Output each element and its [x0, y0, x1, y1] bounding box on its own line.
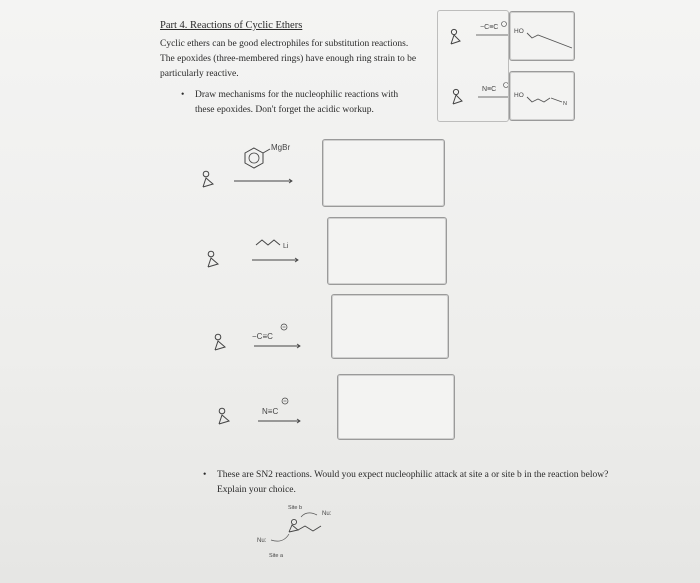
- example-1-product-box: [509, 11, 575, 61]
- reaction-2-reagent: [252, 235, 312, 267]
- instruction-text-1: Draw mechanisms for the nucleophilic reactions with these epoxides. Don't forget the acidic workup.: [195, 90, 399, 115]
- reaction-4-reagent: [256, 394, 306, 426]
- example-2-product-box: [509, 71, 575, 121]
- nu-left-label: Nu:: [257, 538, 267, 544]
- bullet-dot-icon: •: [203, 470, 207, 480]
- example-1-reagent: −C≡C: [480, 24, 499, 31]
- reaction-3-reagent: [250, 320, 306, 352]
- site-b-label: Site b: [288, 505, 303, 511]
- reaction-1-reagent-label: MgBr: [271, 143, 291, 152]
- reaction-3-reagent-label: −C≡C: [252, 332, 273, 341]
- example-frame: [437, 10, 509, 122]
- intro-paragraph: Cyclic ethers can be good electrophiles for substitution reactions. The epoxides (three-membered rings) have enough ring strain to be particularly reactive.: [160, 39, 417, 79]
- answer-box-1[interactable]: [322, 139, 445, 207]
- nu-top-label: Nu:: [322, 511, 332, 517]
- instruction-bullet-1: [181, 88, 415, 118]
- answer-box-2[interactable]: [327, 217, 447, 285]
- example-2-product-n: N: [563, 101, 567, 107]
- instruction-text-2: These are SN2 reactions. Would you expect nucleophilic attack at site a or site b in the reaction below? Explain your choice.: [217, 470, 609, 495]
- example-2-reagent: N≡C: [482, 86, 497, 93]
- reaction-2-epoxide: [205, 250, 225, 270]
- example-2-product: [514, 90, 574, 110]
- answer-box-4[interactable]: [337, 374, 455, 440]
- answer-box-3[interactable]: [331, 294, 449, 359]
- example-1-product-label: HO: [514, 28, 524, 35]
- reaction-4-epoxide: [216, 407, 236, 427]
- instruction-bullet-2: [203, 468, 617, 498]
- reaction-3-epoxide: [212, 333, 232, 353]
- reaction-2-reagent-label: Li: [283, 243, 289, 250]
- example-2-product-label: HO: [514, 92, 524, 99]
- bullet-dot-icon: •: [181, 90, 185, 100]
- reaction-1-epoxide: [200, 170, 220, 190]
- section-title: Part 4. Reactions of Cyclic Ethers: [160, 20, 303, 31]
- example-1-product: [514, 26, 574, 46]
- sn2-reaction-diagram: [245, 500, 355, 570]
- reaction-4-reagent-label: N≡C: [262, 407, 279, 416]
- site-a-label: Site a: [269, 553, 284, 559]
- reaction-1-reagent: [230, 138, 300, 188]
